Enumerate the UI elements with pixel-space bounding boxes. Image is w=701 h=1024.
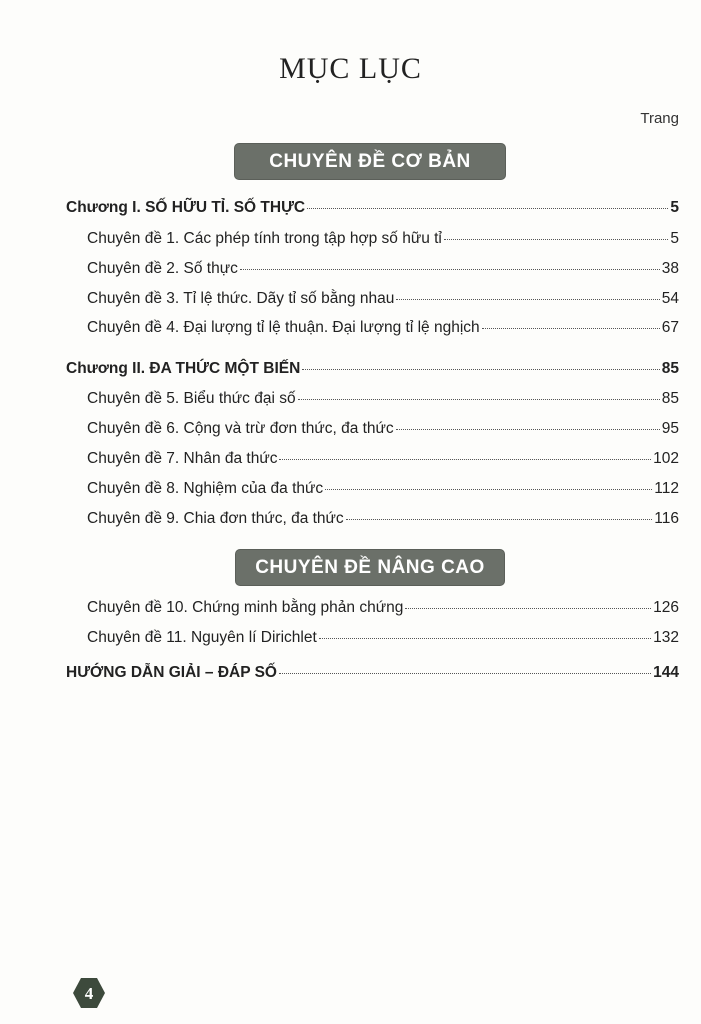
toc-topic-7[interactable]	[0, 450, 679, 468]
toc-topic-6[interactable]	[0, 420, 679, 438]
toc-label: HƯỚNG DẪN GIẢI – ĐÁP SỐ	[66, 664, 277, 681]
toc-topic-2[interactable]	[0, 260, 679, 278]
toc-label: Chuyên đề 5. Biểu thức đại số	[87, 390, 296, 407]
dot-leader	[396, 429, 660, 430]
dot-leader	[444, 239, 668, 240]
toc-label: Chương II. ĐA THỨC MỘT BIẾN	[66, 360, 301, 377]
page-number-badge	[72, 976, 106, 1010]
toc-topic-10[interactable]	[0, 599, 679, 617]
toc-page: 85	[661, 360, 679, 377]
toc-page: 95	[661, 420, 679, 437]
toc-label: Chuyên đề 11. Nguyên lí Dirichlet	[87, 629, 317, 646]
toc-page: 116	[654, 510, 679, 527]
toc-topic-5[interactable]	[0, 390, 679, 408]
dot-leader	[279, 459, 651, 460]
toc-page: 102	[653, 450, 679, 467]
toc-topic-9[interactable]	[0, 510, 679, 528]
dot-leader	[302, 369, 659, 370]
toc-page: 54	[661, 290, 679, 307]
toc-label: Chuyên đề 3. Tỉ lệ thức. Dãy tỉ số bằng nhau	[87, 290, 395, 307]
toc-label: Chuyên đề 6. Cộng và trừ đơn thức, đa thức	[87, 420, 394, 437]
toc-label: Chuyên đề 8. Nghiệm của đa thức	[87, 480, 324, 497]
toc-answers[interactable]	[0, 664, 679, 682]
toc-page: 5	[670, 199, 679, 216]
toc-label: Chuyên đề 1. Các phép tính trong tập hợp số hữu tỉ	[87, 230, 442, 247]
dot-leader	[405, 608, 651, 609]
toc-page: 126	[653, 599, 679, 616]
toc-label: Chuyên đề 4. Đại lượng tỉ lệ thuận. Đại lượng tỉ lệ nghịch	[87, 319, 480, 336]
toc-page: 67	[661, 319, 679, 336]
dot-leader	[396, 299, 659, 300]
dot-leader	[346, 519, 653, 520]
dot-leader	[279, 673, 651, 674]
toc-topic-4[interactable]	[0, 319, 679, 337]
toc-page: 132	[653, 629, 679, 646]
toc-page: 38	[661, 260, 679, 277]
toc-page: 85	[661, 390, 679, 407]
page-title: MỤC LỤC	[279, 52, 422, 85]
toc-topic-3[interactable]	[0, 290, 679, 308]
dot-leader	[325, 489, 652, 490]
toc-label: Chuyên đề 10. Chứng minh bằng phản chứng	[87, 599, 404, 616]
page-column-header: Trang	[640, 110, 679, 127]
toc-page: 144	[653, 664, 679, 681]
dot-leader	[240, 269, 660, 270]
toc-label: Chuyên đề 2. Số thực	[87, 260, 238, 277]
toc-page: 5	[670, 230, 679, 247]
section-banner-basic: CHUYÊN ĐỀ CƠ BẢN	[234, 143, 506, 180]
toc-topic-1[interactable]	[0, 230, 679, 248]
toc-topic-11[interactable]	[0, 629, 679, 647]
toc-page: 112	[654, 480, 679, 497]
page-number: 4	[84, 984, 94, 1003]
toc-label: Chuyên đề 9. Chia đơn thức, đa thức	[87, 510, 344, 527]
section-banner-advanced: CHUYÊN ĐỀ NÂNG CAO	[235, 549, 505, 586]
dot-leader	[298, 399, 660, 400]
toc-label: Chương I. SỐ HỮU TỈ. SỐ THỰC	[66, 199, 306, 216]
toc-chapter-2[interactable]	[0, 360, 679, 378]
toc-chapter-1[interactable]	[0, 199, 679, 217]
dot-leader	[319, 638, 651, 639]
toc-label: Chuyên đề 7. Nhân đa thức	[87, 450, 278, 467]
toc-topic-8[interactable]	[0, 480, 679, 498]
dot-leader	[482, 328, 660, 329]
dot-leader	[307, 208, 668, 209]
